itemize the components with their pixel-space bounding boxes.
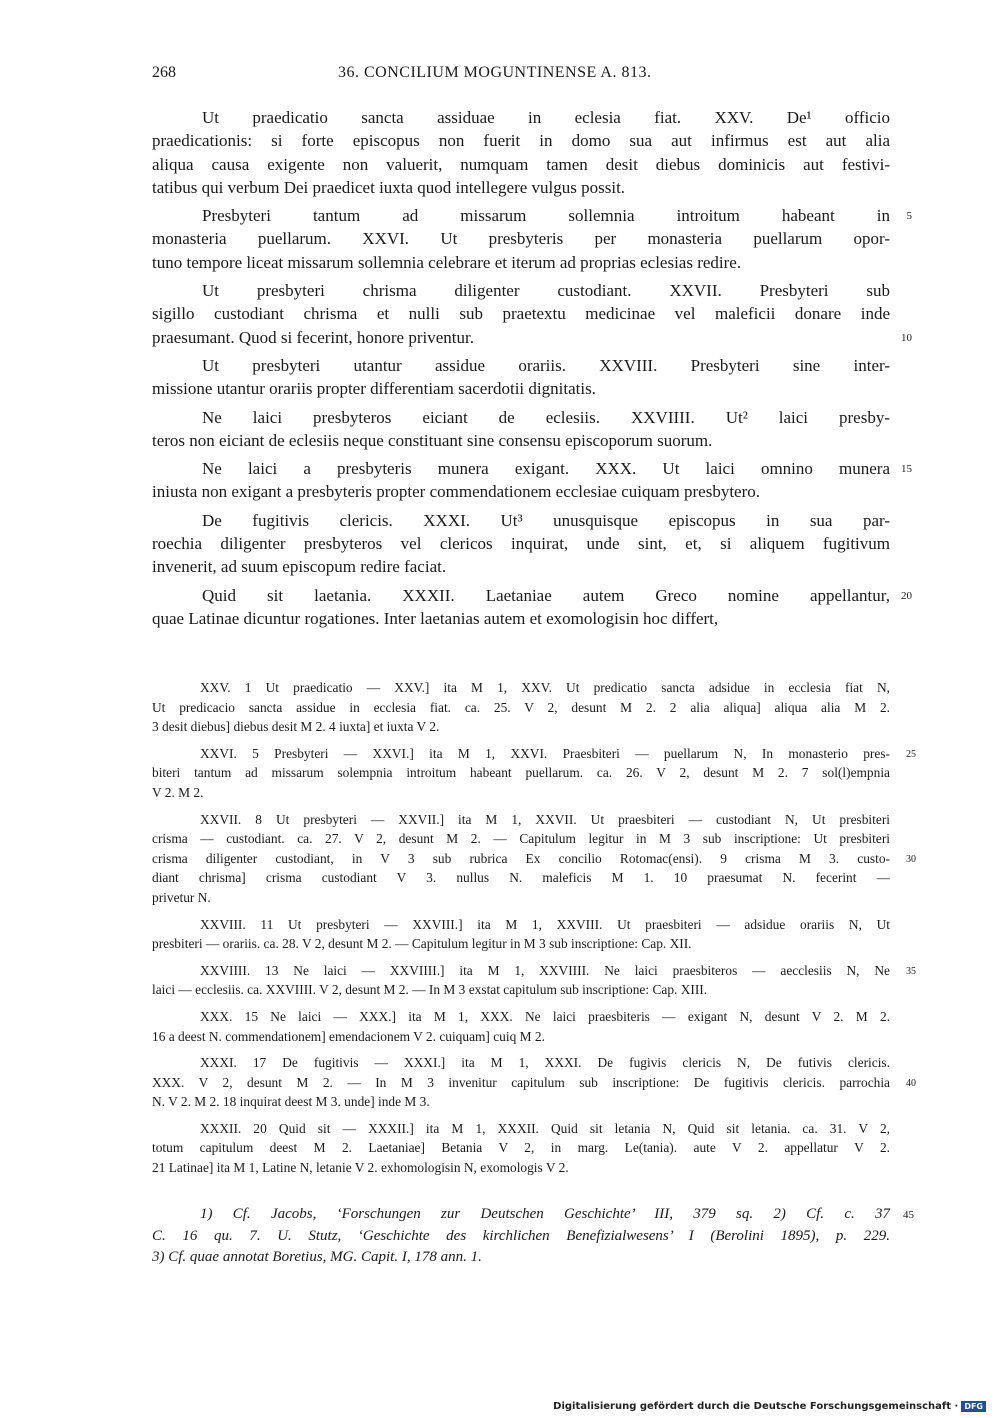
- line-text: quae Latinae dicuntur rogationes. Inter laetanias autem et exomologisin hoc differt,: [152, 608, 719, 628]
- text-line: [152, 106, 890, 129]
- main-text: [152, 106, 912, 635]
- text-line: [152, 698, 890, 718]
- line-text: praesumant. Quod si fecerint, honore priventur.: [152, 327, 474, 347]
- text-line: [152, 1138, 890, 1158]
- line-text: iniusta non exigant a presbyteris propter commendationem ecclesiae cuiquam presbytero.: [152, 482, 761, 502]
- line-text: presbiteri — orariis. ca. 28. V 2, desunt M 2. — Capitulum legitur in M 3 sub inscriptione: Cap. XII.: [152, 936, 692, 952]
- line-number: 35: [906, 965, 916, 977]
- text-line: [152, 532, 890, 555]
- line-number: 45: [903, 1209, 914, 1221]
- line-text: roechia diligenter presbyteros vel clericos inquirat, unde sint, et, si aliquem fugitivum: [152, 534, 890, 554]
- text-line: [152, 961, 916, 981]
- text-line: [152, 251, 890, 274]
- line-text: tatibus qui verbum Dei praedicet iuxta quod intellegere vulgus possit.: [152, 177, 626, 197]
- text-line: [152, 1053, 890, 1073]
- line-text: tuno tempore liceat missarum sollemnia celebrare et iterum ad proprias eclesias redire.: [152, 252, 742, 272]
- text-line: [152, 1027, 890, 1047]
- line-text: totum capitulum deest M 2. Laetaniae] Betania V 2, in marg. Le(tania). aute V 2. appellatur V 2.: [152, 1140, 890, 1156]
- line-number: 40: [906, 1077, 916, 1089]
- line-number: 30: [906, 853, 916, 865]
- line-number: 25: [906, 748, 916, 760]
- text-line: [152, 868, 890, 888]
- line-number: 10: [901, 331, 912, 344]
- apparatus-entry: [152, 678, 890, 737]
- line-text: laici — ecclesiis. ca. XXVIIII. V 2, desunt M 2. — In M 3 exstat capitulum sub inscriptione: Cap. XIII.: [152, 982, 708, 998]
- line-text: V 2. M 2.: [152, 784, 204, 800]
- line-text: 21 Latinae] ita M 1, Latine N, letanie V 2. exhomologisin N, exomologis V 2.: [152, 1160, 569, 1176]
- chapter-paragraph: [152, 457, 912, 504]
- text-line: [152, 1073, 916, 1093]
- text-line: [152, 607, 890, 630]
- text-line: [152, 980, 890, 1000]
- text-line: [152, 1007, 890, 1027]
- text-line: [152, 934, 890, 954]
- text-line: [152, 204, 912, 227]
- text-line: [152, 849, 916, 869]
- line-text: XXX. V 2, desunt M 2. — In M 3 invenitur capitulum sub inscriptione: De fugitivis clericis. parrochia: [152, 1074, 890, 1090]
- line-text: Quid sit laetania. XXXII. Laetaniae autem Greco nomine appellantur,: [202, 585, 890, 605]
- running-title: 36. CONCILIUM MOGUNTINENSE A. 813.: [338, 64, 652, 81]
- apparatus-entry: [152, 1119, 890, 1178]
- footnote-line: [152, 1247, 890, 1269]
- line-text: XXXI. 17 De fugitivis — XXXI.] ita M 1, XXXI. De fugivis clericis N, De futivis clericis.: [200, 1055, 890, 1071]
- line-text: praedicationis: si forte episcopus non fuerit in domo sua aut infirmus est aut alia: [152, 131, 890, 151]
- text-line: [152, 744, 916, 764]
- text-line: [152, 377, 890, 400]
- apparatus-entry: [152, 961, 916, 1000]
- line-text: 1) Cf. Jacobs, ‘Forschungen zur Deutschen Geschichte’ III, 379 sq. 2) Cf. c. 37: [200, 1206, 890, 1222]
- text-line: [152, 678, 890, 698]
- line-text: diant chrisma] crisma custodiant V 3. nullus N. maleficis M 1. 10 praesumat N. fecerint —: [152, 870, 890, 886]
- text-line: [152, 1158, 890, 1178]
- text-line: [152, 129, 890, 152]
- line-text: monasteria puellarum. XXVI. Ut presbyteris per monasteria puellarum opor-: [152, 229, 890, 249]
- line-number: 20: [901, 589, 912, 602]
- line-text: XXVIIII. 13 Ne laici — XXVIIII.] ita M 1, XXVIIII. Ne laici praesbiteros — aecclesiis N, Ne: [200, 962, 890, 978]
- page-number: 268: [152, 64, 176, 81]
- text-line: [152, 354, 890, 377]
- text-line: [152, 783, 890, 803]
- chapter-paragraph: [152, 279, 912, 349]
- line-text: C. 16 qu. 7. U. Stutz, ‘Geschichte des kirchlichen Benefizialwesens’ I (Berolini 1895), p. 229.: [152, 1227, 890, 1244]
- line-text: Ut presbyteri chrisma diligenter custodiant. XXVII. Presbyteri sub: [202, 281, 890, 301]
- text-line: [152, 829, 890, 849]
- line-number: 5: [906, 210, 912, 223]
- chapter-paragraph: [152, 509, 890, 579]
- line-text: 3) Cf. quae annotat Boretius, MG. Capit. I, 178 ann. 1.: [152, 1249, 482, 1265]
- chapter-paragraph: [152, 406, 890, 453]
- text-line: [152, 763, 890, 783]
- text-line: [152, 1119, 890, 1139]
- line-text: De fugitivis clericis. XXXI. Ut³ unusquisque episcopus in sua par-: [202, 510, 890, 530]
- line-text: Presbyteri tantum ad missarum sollemnia introitum habeant in: [202, 206, 890, 226]
- text-line: [152, 888, 890, 908]
- line-text: XXXII. 20 Quid sit — XXXII.] ita M 1, XXXII. Quid sit letania N, Quid sit letania. ca. 31. V 2,: [200, 1120, 890, 1136]
- apparatus-entry: [152, 810, 916, 908]
- text-line: [152, 915, 890, 935]
- text-line: [152, 176, 890, 199]
- text-line: [152, 810, 890, 830]
- text-line: [152, 429, 890, 452]
- line-text: Ut predicacio sancta assidue in ecclesia fiat. ca. 25. V 2, desunt M 2. 2 alia aliqua] aliqua alia M 2.: [152, 699, 890, 715]
- line-text: privetur N.: [152, 889, 211, 905]
- line-text: Ne laici presbyteros eiciant de eclesiis. XXVIIII. Ut² laici presby-: [202, 407, 890, 427]
- funding-footer: [553, 1401, 986, 1412]
- text-line: [152, 555, 890, 578]
- text-line: [152, 279, 890, 302]
- funding-text: Digitalisierung gefördert durch die Deutsche Forschungsgemeinschaft ·: [553, 1401, 959, 1412]
- apparatus-entry: [152, 915, 890, 954]
- text-line: [152, 584, 912, 607]
- line-text: 3 desit diebus] diebus desit M 2. 4 iuxta] et iuxta V 2.: [152, 719, 440, 735]
- text-line: [152, 302, 890, 325]
- critical-apparatus: [152, 678, 916, 1185]
- text-line: [152, 153, 890, 176]
- apparatus-entry: [152, 1053, 916, 1112]
- chapter-paragraph: [152, 584, 912, 631]
- footnotes: [152, 1204, 914, 1269]
- text-line: [152, 717, 890, 737]
- chapter-paragraph: [152, 204, 912, 274]
- text-line: [152, 480, 890, 503]
- running-header: [152, 64, 890, 88]
- text-line: [152, 326, 912, 349]
- line-text: XXX. 15 Ne laici — XXX.] ita M 1, XXX. Ne laici praesbiteris — exigant N, desunt V 2. M 2.: [200, 1008, 890, 1024]
- apparatus-entry: [152, 744, 916, 803]
- line-text: N. V 2. M 2. 18 inquirat deest M 3. unde] inde M 3.: [152, 1094, 430, 1110]
- line-text: Ut presbyteri utantur assidue orariis. XXVIII. Presbyteri sine inter-: [202, 355, 890, 375]
- line-text: missione utantur orariis propter differentiam sacerdotii dignitatis.: [152, 379, 596, 399]
- text-line: [152, 1092, 890, 1112]
- line-text: XXVI. 5 Presbyteri — XXVI.] ita M 1, XXVI. Praesbiteri — puellarum N, In monasterio pres-: [200, 745, 890, 761]
- chapter-paragraph: [152, 106, 890, 199]
- line-text: sigillo custodiant chrisma et nulli sub praetextu medicinae vel maleficii donare inde: [152, 304, 890, 324]
- apparatus-entry: [152, 1007, 890, 1046]
- line-text: XXVII. 8 Ut presbyteri — XXVII.] ita M 1, XXVII. Ut praesbiteri — custodiant N, Ut presbiteri: [200, 811, 890, 827]
- line-text: XXV. 1 Ut praedicatio — XXV.] ita M 1, XXV. Ut predicatio sancta adsidue in ecclesia fiat N,: [200, 680, 890, 695]
- line-text: Ut praedicatio sancta assiduae in eclesia fiat. XXV. De¹ officio: [202, 108, 890, 127]
- text-line: [152, 227, 890, 250]
- text-line: [152, 406, 890, 429]
- text-line: [152, 457, 912, 480]
- line-text: crisma diligenter custodiant, in V 3 sub rubrica Ex concilio Rotomac(ensi). 9 crisma M 3. custo-: [152, 850, 890, 866]
- line-text: XXVIII. 11 Ut presbyteri — XXVIII.] ita M 1, XXVIII. Ut praesbiteri — adsidue orariis N, Ut: [200, 916, 890, 932]
- line-text: teros non eiciant de eclesiis neque constituant sine consensu episcoporum suorum.: [152, 430, 713, 450]
- line-number: 15: [901, 463, 912, 476]
- footnote-line: [152, 1226, 890, 1248]
- footnote-line: [152, 1204, 914, 1226]
- dfg-logo: DFG: [961, 1401, 986, 1412]
- text-line: [152, 509, 890, 532]
- line-text: invenerit, ad suum episcopum redire faciat.: [152, 557, 447, 577]
- line-text: crisma — custodiant. ca. 27. V 2, desunt M 2. — Capitulum legitur in M 3 sub inscriptione: Ut presbiteri: [152, 831, 890, 847]
- line-text: 16 a deest N. commendationem] emendacionem V 2. cuiquam] cuiq M 2.: [152, 1028, 545, 1044]
- line-text: Ne laici a presbyteris munera exigant. XXX. Ut laici omnino munera: [202, 459, 890, 479]
- line-text: aliqua causa exigente non valuerit, numquam tamen desit diebus dominicis aut festivi-: [152, 154, 890, 174]
- line-text: biteri tantum ad missarum solempnia introitum habeant puellarum. ca. 26. V 2, desunt M 2. 7 sol(l)empnia: [152, 765, 890, 781]
- chapter-paragraph: [152, 354, 890, 401]
